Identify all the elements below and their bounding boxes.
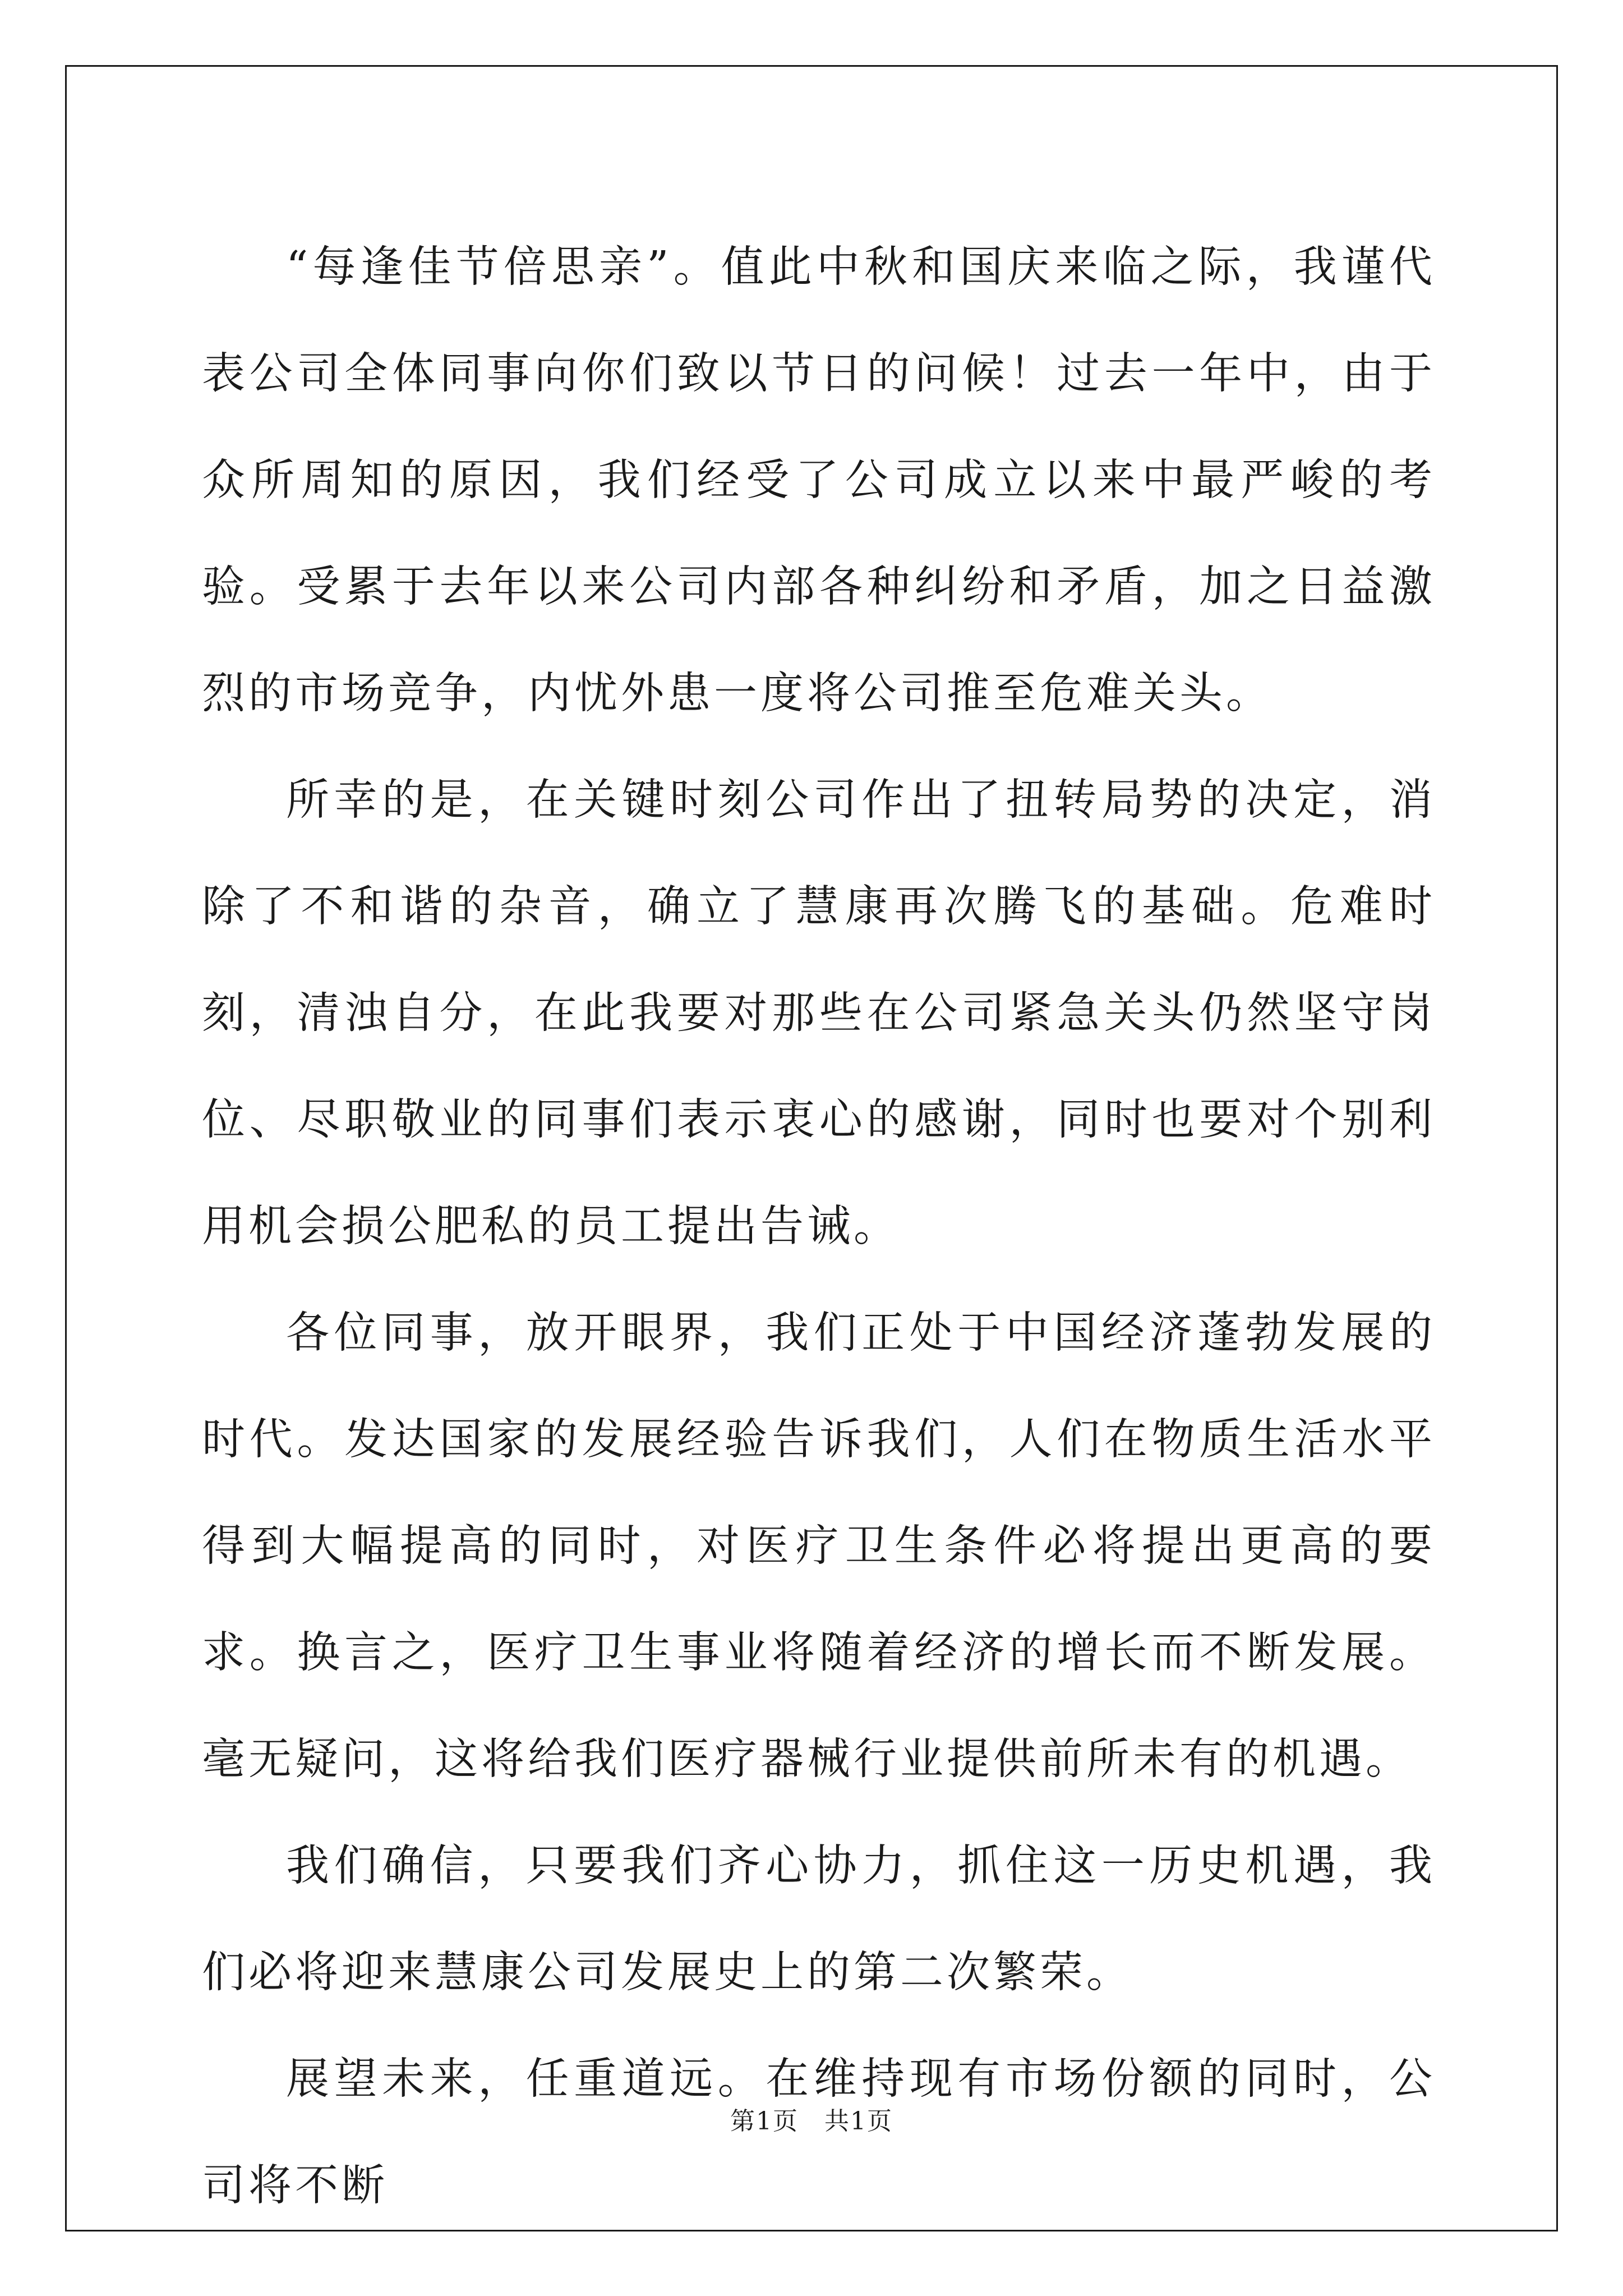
paragraph-1: “每逢佳节倍思亲”。值此中秋和国庆来临之际，我谨代表公司全体同事向你们致以节日的问候！过去一年中，由于众所周知的原因，我们经受了公司成立以来中最严峻的考验。受累于去年以来公司内部各种纠纷和矛盾，加之日益激烈的市场竞争，内忧外患一度将公司推至危难关头。 <box>202 242 1436 719</box>
document-body <box>202 214 1436 2239</box>
paragraph-4: 我们确信，只要我们齐心协力，抓住这一历史机遇，我们必将迎来慧康公司发展史上的第二次繁荣。 <box>202 1841 1436 1998</box>
paragraph-2: 所幸的是，在关键时刻公司作出了扭转局势的决定，消除了不和谐的杂音，确立了慧康再次腾飞的基础。危难时刻，清浊自分，在此我要对那些在公司紧急关头仍然坚守岗位、尽职敬业的同事们表示衷心的感谢，同时也要对个别利用机会损公肥私的员工提出告诫。 <box>202 775 1436 1251</box>
paragraph-3: 各位同事，放开眼界，我们正处于中国经济蓬勃发展的时代。发达国家的发展经验告诉我们，人们在物质生活水平得到大幅提高的同时，对医疗卫生条件必将提出更高的要求。换言之，医疗卫生事业将随着经济的增长而不断发展。毫无疑问，这将给我们医疗器械行业提供前所未有的机遇。 <box>202 1308 1436 1784</box>
page-footer: 第1页 共1页 <box>730 2107 893 2136</box>
paragraph-5: 展望未来，任重道远。在维持现有市场份额的同时，公司将不断 <box>202 2054 1436 2211</box>
